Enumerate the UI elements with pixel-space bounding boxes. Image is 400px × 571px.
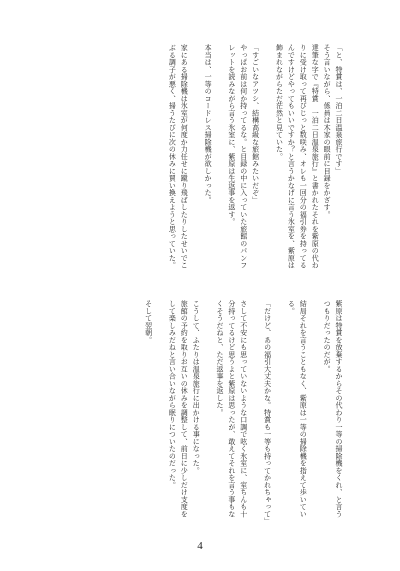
paragraph: 本当は、一等のコードレス掃除機が欲しかった。: [204, 44, 213, 204]
upper-text-block: [58, 44, 344, 272]
paragraph: 結局それを言うこともなく、紫原は一等の掃除機を指えて歩いている。: [287, 300, 308, 518]
paragraph: 「と、特賞は、一泊二日温泉旅行です」: [335, 44, 343, 175]
paragraph: 達筆な字で『特賞 一泊二日温泉旅行』と書かれたそれを紫原の代わりに受け取って再びじっと数咲み、オレも一回分の福引券を持ってるんですけどやってもいいですか？と言うかなげに言う氷室を、紫原は飾まれながらただ茫然と見ていた。: [275, 44, 320, 269]
lower-text-block: [58, 300, 344, 525]
paragraph: さして不安にも思っていないような口調で呟く氷室に、室ちんも十分持ってるけど思うよと紫原は思ったが、敢えてそれを言う事もなくそうだねと、ただ返事を返した。: [215, 300, 248, 518]
paragraph: 「すごいなアツシ、結構高級な旅館みたいだぞ」: [251, 44, 260, 204]
paragraph: 「だけど、あの福引大丈夫かな。特賞も一等も持ってかれちゃって」: [263, 300, 272, 525]
paragraph: そして翌朝。: [144, 300, 153, 344]
paragraph: 紫原は特賞を放棄するからその代わり一等の掃除機をくれ、と言うつもりだったのだが。: [323, 300, 343, 518]
paragraph: 旅館の予約を取りお互いの休みを調整して、前日に少しだけ支度をして楽しみだねと言い合いながら眠りについたのだった。: [168, 300, 189, 518]
page-number: 4: [197, 540, 203, 552]
paragraph: そう言いながら、係員は木家の眼前に目録をかざす。: [323, 44, 332, 218]
paragraph: やっぱお前は何か持ってるな。と目録の中に入っていた旅館のパンフレットを読みながら言う氷室に、紫原は生返事を返す。: [227, 44, 248, 269]
paragraph: こうして、ふたりは温泉旅行に出かける事になった。: [192, 300, 201, 474]
paragraph: 家にある掃除機は氷室が何度か力任せに蹴り飛ばしたりしたせいでこぶる調子が悪く、掃うたびに次の休みに買い換えようと思っていた。: [168, 44, 189, 269]
